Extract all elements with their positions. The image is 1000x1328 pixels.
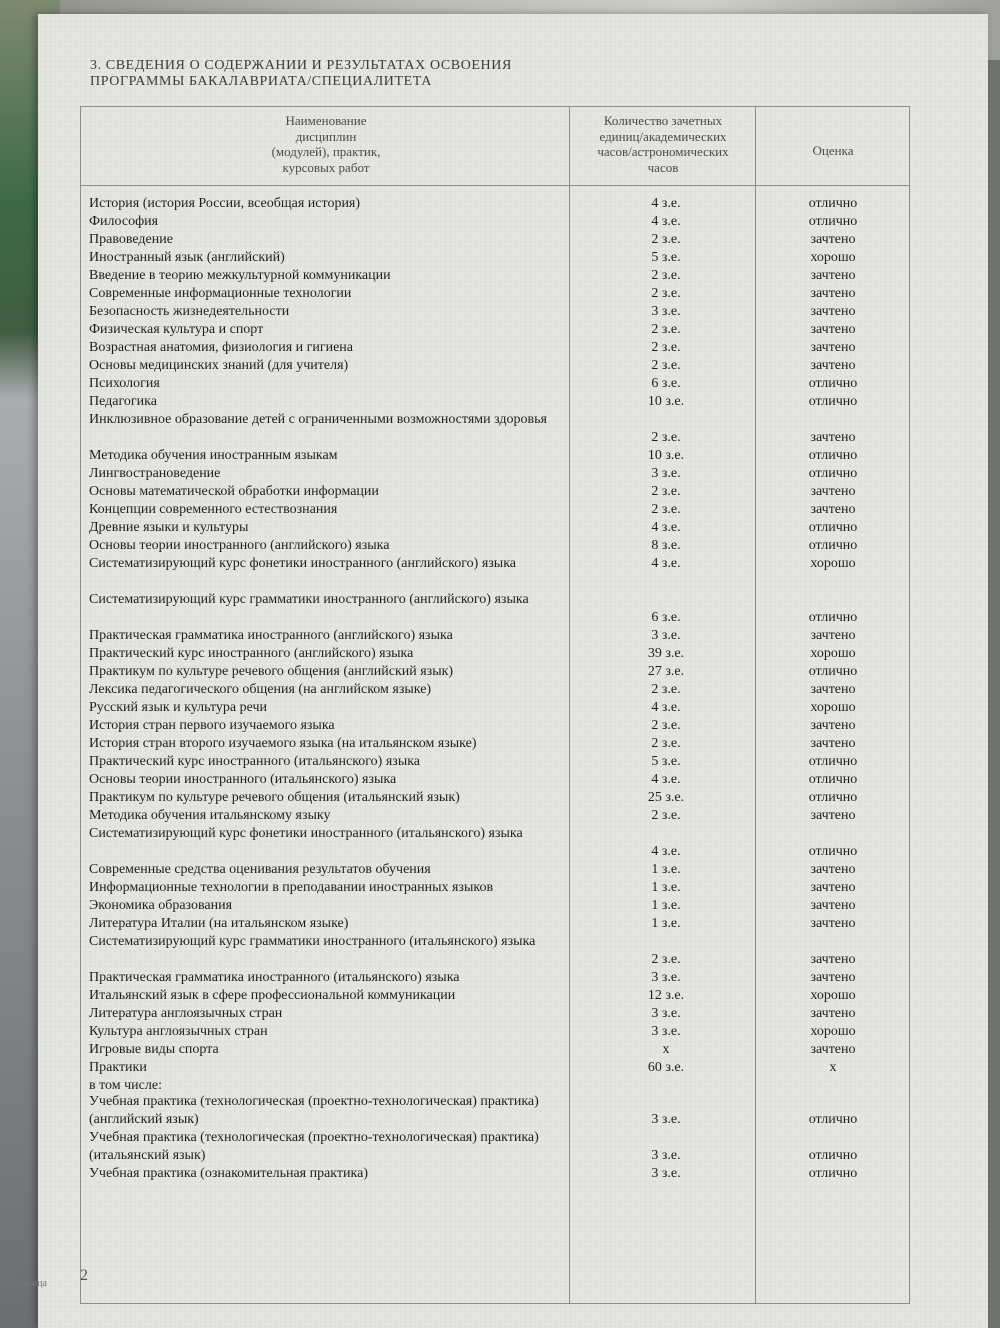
grade-cell: зачтено [810,1006,856,1021]
discipline-name: История стран второго изучаемого языка (на итальянском языке) [89,736,477,751]
credits-cell: 3 з.е. [651,1166,681,1181]
header-line: Наименование [285,113,367,128]
grade-cell: отлично [808,214,858,229]
footer-page-number: 2 [80,1267,88,1284]
grade-cell: отлично [808,610,858,625]
discipline-name: Практическая грамматика иностранного (итальянского) языка [89,970,460,985]
grade-cell: отлично [808,448,858,463]
discipline-name: Современные информационные технологии [89,286,352,301]
grade-cell: зачтено [810,808,856,823]
grade-cell: зачтено [810,232,856,247]
grade-cell: отлично [808,754,858,769]
discipline-name: История стран первого изучаемого языка [89,718,335,733]
discipline-name: Систематизирующий курс грамматики иностранного (английского) языка [89,592,529,607]
credits-cell: 3 з.е. [651,1024,681,1039]
discipline-name: Основы теории иностранного (английского) языка [89,538,390,553]
grade-cell: отлично [808,1112,858,1127]
grade-cell: зачтено [810,484,856,499]
grade-cell: хорошо [810,556,856,571]
credits-cell: 6 з.е. [651,610,681,625]
grade-cell: зачтено [810,952,856,967]
discipline-name: Информационные технологии в преподавании иностранных языков [89,880,494,895]
grade-cell: отлично [808,520,858,535]
discipline-name: Практикум по культуре речевого общения (итальянский язык) [89,790,460,805]
credits-cell: 4 з.е. [651,520,681,535]
grade-cell: зачтено [810,286,856,301]
header-line: единиц/академических [599,128,727,144]
discipline-name: Учебная практика (ознакомительная практика) [89,1166,368,1181]
discipline-name: Методика обучения итальянскому языку [89,808,331,823]
discipline-name: Систематизирующий курс фонетики иностранного (английского) языка [89,556,516,571]
discipline-name: Основы математической обработки информации [89,484,379,499]
credits-cell: 12 з.е. [647,988,685,1003]
grade-cell: зачтено [810,628,856,643]
discipline-name: Итальянский язык в сфере профессиональной коммуникации [89,988,456,1003]
column-divider [755,107,756,1303]
credits-cell: 2 з.е. [651,358,681,373]
grade-cell: хорошо [810,700,856,715]
credits-cell: 10 з.е. [647,448,685,463]
discipline-name: Психология [89,376,160,391]
grade-cell: зачтено [810,502,856,517]
grade-cell: отлично [808,790,858,805]
credits-cell: 8 з.е. [651,538,681,553]
credits-cell: 2 з.е. [651,340,681,355]
grade-cell: отлично [808,844,858,859]
discipline-name: Древние языки и культуры [89,520,249,535]
grade-cell: зачтено [810,268,856,283]
discipline-name: Лексика педагогического общения (на английском языке) [89,682,432,697]
credits-cell: 2 з.е. [651,682,681,697]
credits-cell: 5 з.е. [651,250,681,265]
credits-cell: 4 з.е. [651,196,681,211]
credits-cell: х [662,1042,670,1057]
credits-cell: 3 з.е. [651,304,681,319]
grade-cell: отлично [808,538,858,553]
grade-cell: зачтено [810,736,856,751]
discipline-name: Современные средства оценивания результатов обучения [89,862,431,877]
discipline-name: Основы теории иностранного (итальянского) языка [89,772,397,787]
discipline-name: Практическая грамматика иностранного (английского) языка [89,628,453,643]
discipline-name: Практикум по культуре речевого общения (английский язык) [89,664,454,679]
discipline-name: Практический курс иностранного (итальянского) языка [89,754,421,769]
credits-cell: 4 з.е. [651,844,681,859]
credits-cell: 5 з.е. [651,754,681,769]
credits-cell: 10 з.е. [647,394,685,409]
credits-cell: 27 з.е. [647,664,685,679]
header-grade [757,143,909,159]
credits-cell: 3 з.е. [651,1112,681,1127]
header-name [161,113,491,175]
discipline-name: История (история России, всеобщая история) [89,196,361,211]
grade-cell: зачтено [810,1042,856,1057]
grade-cell: отлично [808,196,858,211]
credits-cell: 1 з.е. [651,898,681,913]
header-line: дисциплин [295,128,357,144]
discipline-name: Учебная практика (технологическая (проектно-технологическая) практика) (английский язык) [89,1094,539,1127]
discipline-name: Учебная практика (технологическая (проектно-технологическая) практика) (итальянский язык) [89,1130,539,1163]
grade-cell: отлично [808,466,858,481]
credits-cell: 2 з.е. [651,484,681,499]
discipline-name: Лингвострановедение [89,466,221,481]
grade-cell: отлично [808,664,858,679]
grade-cell: зачтено [810,862,856,877]
credits-cell: 3 з.е. [651,466,681,481]
discipline-name: Культура англоязычных стран [89,1024,268,1039]
header-line: (модулей), практик, [271,144,381,159]
grade-cell: отлично [808,772,858,787]
credits-cell: 2 з.е. [651,736,681,751]
grade-cell: зачтено [810,916,856,931]
header-line: часов [647,159,679,175]
credits-cell: 4 з.е. [651,214,681,229]
header-line: Оценка [812,143,854,158]
discipline-name: Введение в теорию межкультурной коммуникации [89,268,391,283]
credits-cell: 2 з.е. [651,952,681,967]
discipline-name: Методика обучения иностранным языкам [89,448,338,463]
grade-cell: зачтено [810,682,856,697]
discipline-name: Литература Италии (на итальянском языке) [89,916,349,931]
grade-cell: зачтено [810,970,856,985]
credits-cell: 60 з.е. [647,1060,685,1075]
credits-cell: 2 з.е. [651,718,681,733]
discipline-name: Концепции современного естествознания [89,502,338,517]
grade-cell: хорошо [810,646,856,661]
credits-cell: 3 з.е. [651,1148,681,1163]
grade-cell: хорошо [810,988,856,1003]
header-line: часов/астрономических [597,144,729,159]
grade-cell: отлично [808,1148,858,1163]
section-title-line: 3. СВЕДЕНИЯ О СОДЕРЖАНИИ И РЕЗУЛЬТАТАХ ОСВОЕНИЯ [90,58,512,73]
grade-cell: зачтено [810,322,856,337]
discipline-name: Педагогика [89,394,157,409]
discipline-name: Безопасность жизнедеятельности [89,304,290,319]
discipline-name: Экономика образования [89,898,233,913]
header-line: Количество зачетных [603,113,723,128]
discipline-name: Игровые виды спорта [89,1042,219,1057]
section-title [90,58,610,90]
credits-cell: 4 з.е. [651,772,681,787]
credits-cell: 1 з.е. [651,862,681,877]
discipline-name: Систематизирующий курс грамматики иностранного (итальянского) языка [89,934,536,949]
discipline-name: Философия [89,214,159,229]
grade-cell: зачтено [810,304,856,319]
grade-cell: зачтено [810,430,856,445]
credits-cell: 3 з.е. [651,970,681,985]
footer-page-label: Страница [6,1278,47,1289]
credits-cell: 2 з.е. [651,808,681,823]
header-credits [571,113,755,175]
credits-cell: 2 з.е. [651,430,681,445]
grade-cell: зачтено [810,880,856,895]
grade-cell: зачтено [810,898,856,913]
credits-cell: 4 з.е. [651,700,681,715]
credits-cell: 1 з.е. [651,916,681,931]
credits-cell: 2 з.е. [651,322,681,337]
grade-cell: х [829,1060,837,1075]
discipline-name: Правоведение [89,232,173,247]
discipline-name: Основы медицинских знаний (для учителя) [89,358,349,373]
column-divider [569,107,570,1303]
section-title-line: ПРОГРАММЫ БАКАЛАВРИАТА/СПЕЦИАЛИТЕТА [90,74,432,89]
discipline-name: Литература англоязычных стран [89,1006,283,1021]
credits-cell: 2 з.е. [651,268,681,283]
results-table [80,106,910,1304]
discipline-name: Физическая культура и спорт [89,322,264,337]
header-divider [81,185,909,186]
grade-cell: зачтено [810,358,856,373]
discipline-name: Практический курс иностранного (английского) языка [89,646,414,661]
grade-cell: отлично [808,394,858,409]
grade-cell: хорошо [810,250,856,265]
credits-cell: 6 з.е. [651,376,681,391]
credits-cell: 1 з.е. [651,880,681,895]
credits-cell: 2 з.е. [651,502,681,517]
discipline-name: Инклюзивное образование детей с ограниченными возможностями здоровья [89,412,547,427]
discipline-name: Систематизирующий курс фонетики иностранного (итальянского) языка [89,826,523,841]
credits-cell: 2 з.е. [651,232,681,247]
grade-cell: зачтено [810,340,856,355]
discipline-name: Возрастная анатомия, физиология и гигиена [89,340,354,355]
credits-cell: 25 з.е. [647,790,685,805]
grade-cell: хорошо [810,1024,856,1039]
discipline-name: в том числе: [89,1078,162,1093]
grade-cell: отлично [808,376,858,391]
discipline-name: Русский язык и культура речи [89,700,268,715]
credits-cell: 3 з.е. [651,628,681,643]
grade-cell: зачтено [810,718,856,733]
header-line: курсовых работ [282,159,370,175]
credits-cell: 39 з.е. [647,646,685,661]
credits-cell: 2 з.е. [651,286,681,301]
discipline-name: Практики [89,1060,147,1075]
discipline-name: Иностранный язык (английский) [89,250,285,265]
credits-cell: 3 з.е. [651,1006,681,1021]
grade-cell: отлично [808,1166,858,1181]
credits-cell: 4 з.е. [651,556,681,571]
